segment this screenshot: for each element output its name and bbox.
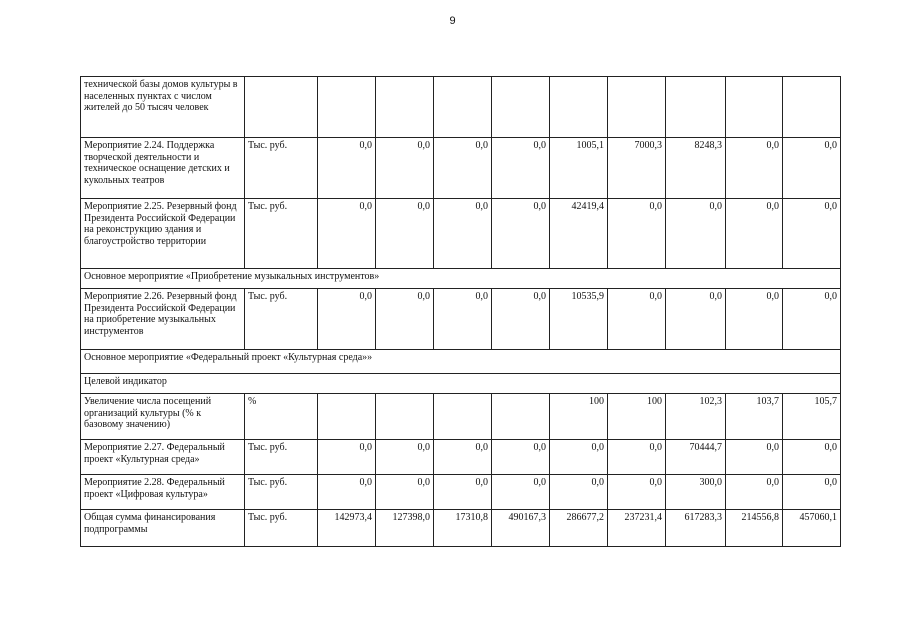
row-name-cell: Увеличение числа посещений организаций культуры (% к базовому значению) [81,394,245,440]
value-cell [608,77,666,138]
value-cell: 0,0 [608,475,666,510]
value-cell: 142973,4 [318,510,376,547]
unit-cell: Тыс. руб. [245,199,318,269]
value-cell: 0,0 [783,475,841,510]
value-cell: 457060,1 [783,510,841,547]
section-row [81,350,841,374]
value-cell: 102,3 [666,394,726,440]
value-cell: 10535,9 [550,289,608,350]
table-row [81,199,841,269]
table-row [81,138,841,199]
value-cell: 286677,2 [550,510,608,547]
value-cell: 0,0 [608,199,666,269]
value-cell [376,394,434,440]
table-row [81,440,841,475]
value-cell: 17310,8 [434,510,492,547]
value-cell: 0,0 [318,440,376,475]
value-cell: 0,0 [608,440,666,475]
value-cell: 0,0 [434,138,492,199]
section-title: Основное мероприятие «Приобретение музыкальных инструментов» [81,269,841,289]
value-cell: 0,0 [666,199,726,269]
value-cell: 0,0 [434,475,492,510]
value-cell: 0,0 [726,289,783,350]
value-cell: 0,0 [376,138,434,199]
table-row [81,289,841,350]
value-cell: 1005,1 [550,138,608,199]
value-cell: 0,0 [318,475,376,510]
value-cell: 103,7 [726,394,783,440]
unit-cell [245,77,318,138]
page-number: 9 [449,15,456,27]
unit-cell: % [245,394,318,440]
value-cell: 0,0 [492,138,550,199]
value-cell: 0,0 [492,440,550,475]
row-name-cell: Общая сумма финансирования подпрограммы [81,510,245,547]
value-cell: 617283,3 [666,510,726,547]
value-cell: 0,0 [492,289,550,350]
section-title: Основное мероприятие «Федеральный проект «Культурная среда»» [81,350,841,374]
value-cell: 214556,8 [726,510,783,547]
unit-cell: Тыс. руб. [245,138,318,199]
value-cell: 0,0 [376,475,434,510]
value-cell: 42419,4 [550,199,608,269]
value-cell: 0,0 [434,440,492,475]
value-cell: 0,0 [783,199,841,269]
value-cell: 0,0 [608,289,666,350]
row-name-cell: Мероприятие 2.25. Резервный фонд Президента Российской Федерации на реконструкцию здания и благоустройство территории [81,199,245,269]
value-cell: 0,0 [318,199,376,269]
value-cell: 237231,4 [608,510,666,547]
value-cell [434,394,492,440]
value-cell: 0,0 [783,289,841,350]
value-cell: 0,0 [726,199,783,269]
value-cell: 0,0 [318,289,376,350]
value-cell [783,77,841,138]
section-row [81,374,841,394]
row-name-cell: Мероприятие 2.26. Резервный фонд Президента Российской Федерации на приобретение музыкальных инструментов [81,289,245,350]
value-cell: 300,0 [666,475,726,510]
value-cell: 0,0 [376,289,434,350]
value-cell: 0,0 [318,138,376,199]
value-cell: 0,0 [492,475,550,510]
value-cell: 0,0 [726,138,783,199]
value-cell: 0,0 [666,289,726,350]
value-cell: 0,0 [783,138,841,199]
table-row [81,510,841,547]
unit-cell: Тыс. руб. [245,475,318,510]
value-cell [434,77,492,138]
value-cell [318,394,376,440]
row-name-cell: Мероприятие 2.28. Федеральный проект «Цифровая культура» [81,475,245,510]
table-row [81,475,841,510]
value-cell: 0,0 [434,199,492,269]
value-cell [726,77,783,138]
value-cell [666,77,726,138]
value-cell: 0,0 [726,440,783,475]
value-cell: 0,0 [726,475,783,510]
value-cell: 7000,3 [608,138,666,199]
row-name-cell: Мероприятие 2.27. Федеральный проект «Культурная среда» [81,440,245,475]
value-cell [492,394,550,440]
value-cell: 100 [608,394,666,440]
unit-cell: Тыс. руб. [245,440,318,475]
unit-cell: Тыс. руб. [245,510,318,547]
value-cell: 8248,3 [666,138,726,199]
row-name-cell: технической базы домов культуры в населенных пунктах с числом жителей до 50 тысяч человек [81,77,245,138]
financing-table [80,76,841,547]
value-cell [550,77,608,138]
value-cell: 0,0 [376,199,434,269]
value-cell: 0,0 [434,289,492,350]
row-name-cell: Мероприятие 2.24. Поддержка творческой деятельности и техническое оснащение детских и кукольных театров [81,138,245,199]
table-row [81,394,841,440]
value-cell: 0,0 [550,440,608,475]
value-cell [492,77,550,138]
value-cell [318,77,376,138]
section-row [81,269,841,289]
value-cell [376,77,434,138]
value-cell: 70444,7 [666,440,726,475]
value-cell: 490167,3 [492,510,550,547]
value-cell: 0,0 [550,475,608,510]
value-cell: 0,0 [492,199,550,269]
section-title: Целевой индикатор [81,374,841,394]
value-cell: 127398,0 [376,510,434,547]
unit-cell: Тыс. руб. [245,289,318,350]
value-cell: 0,0 [783,440,841,475]
value-cell: 100 [550,394,608,440]
value-cell: 105,7 [783,394,841,440]
value-cell: 0,0 [376,440,434,475]
table-row [81,77,841,138]
